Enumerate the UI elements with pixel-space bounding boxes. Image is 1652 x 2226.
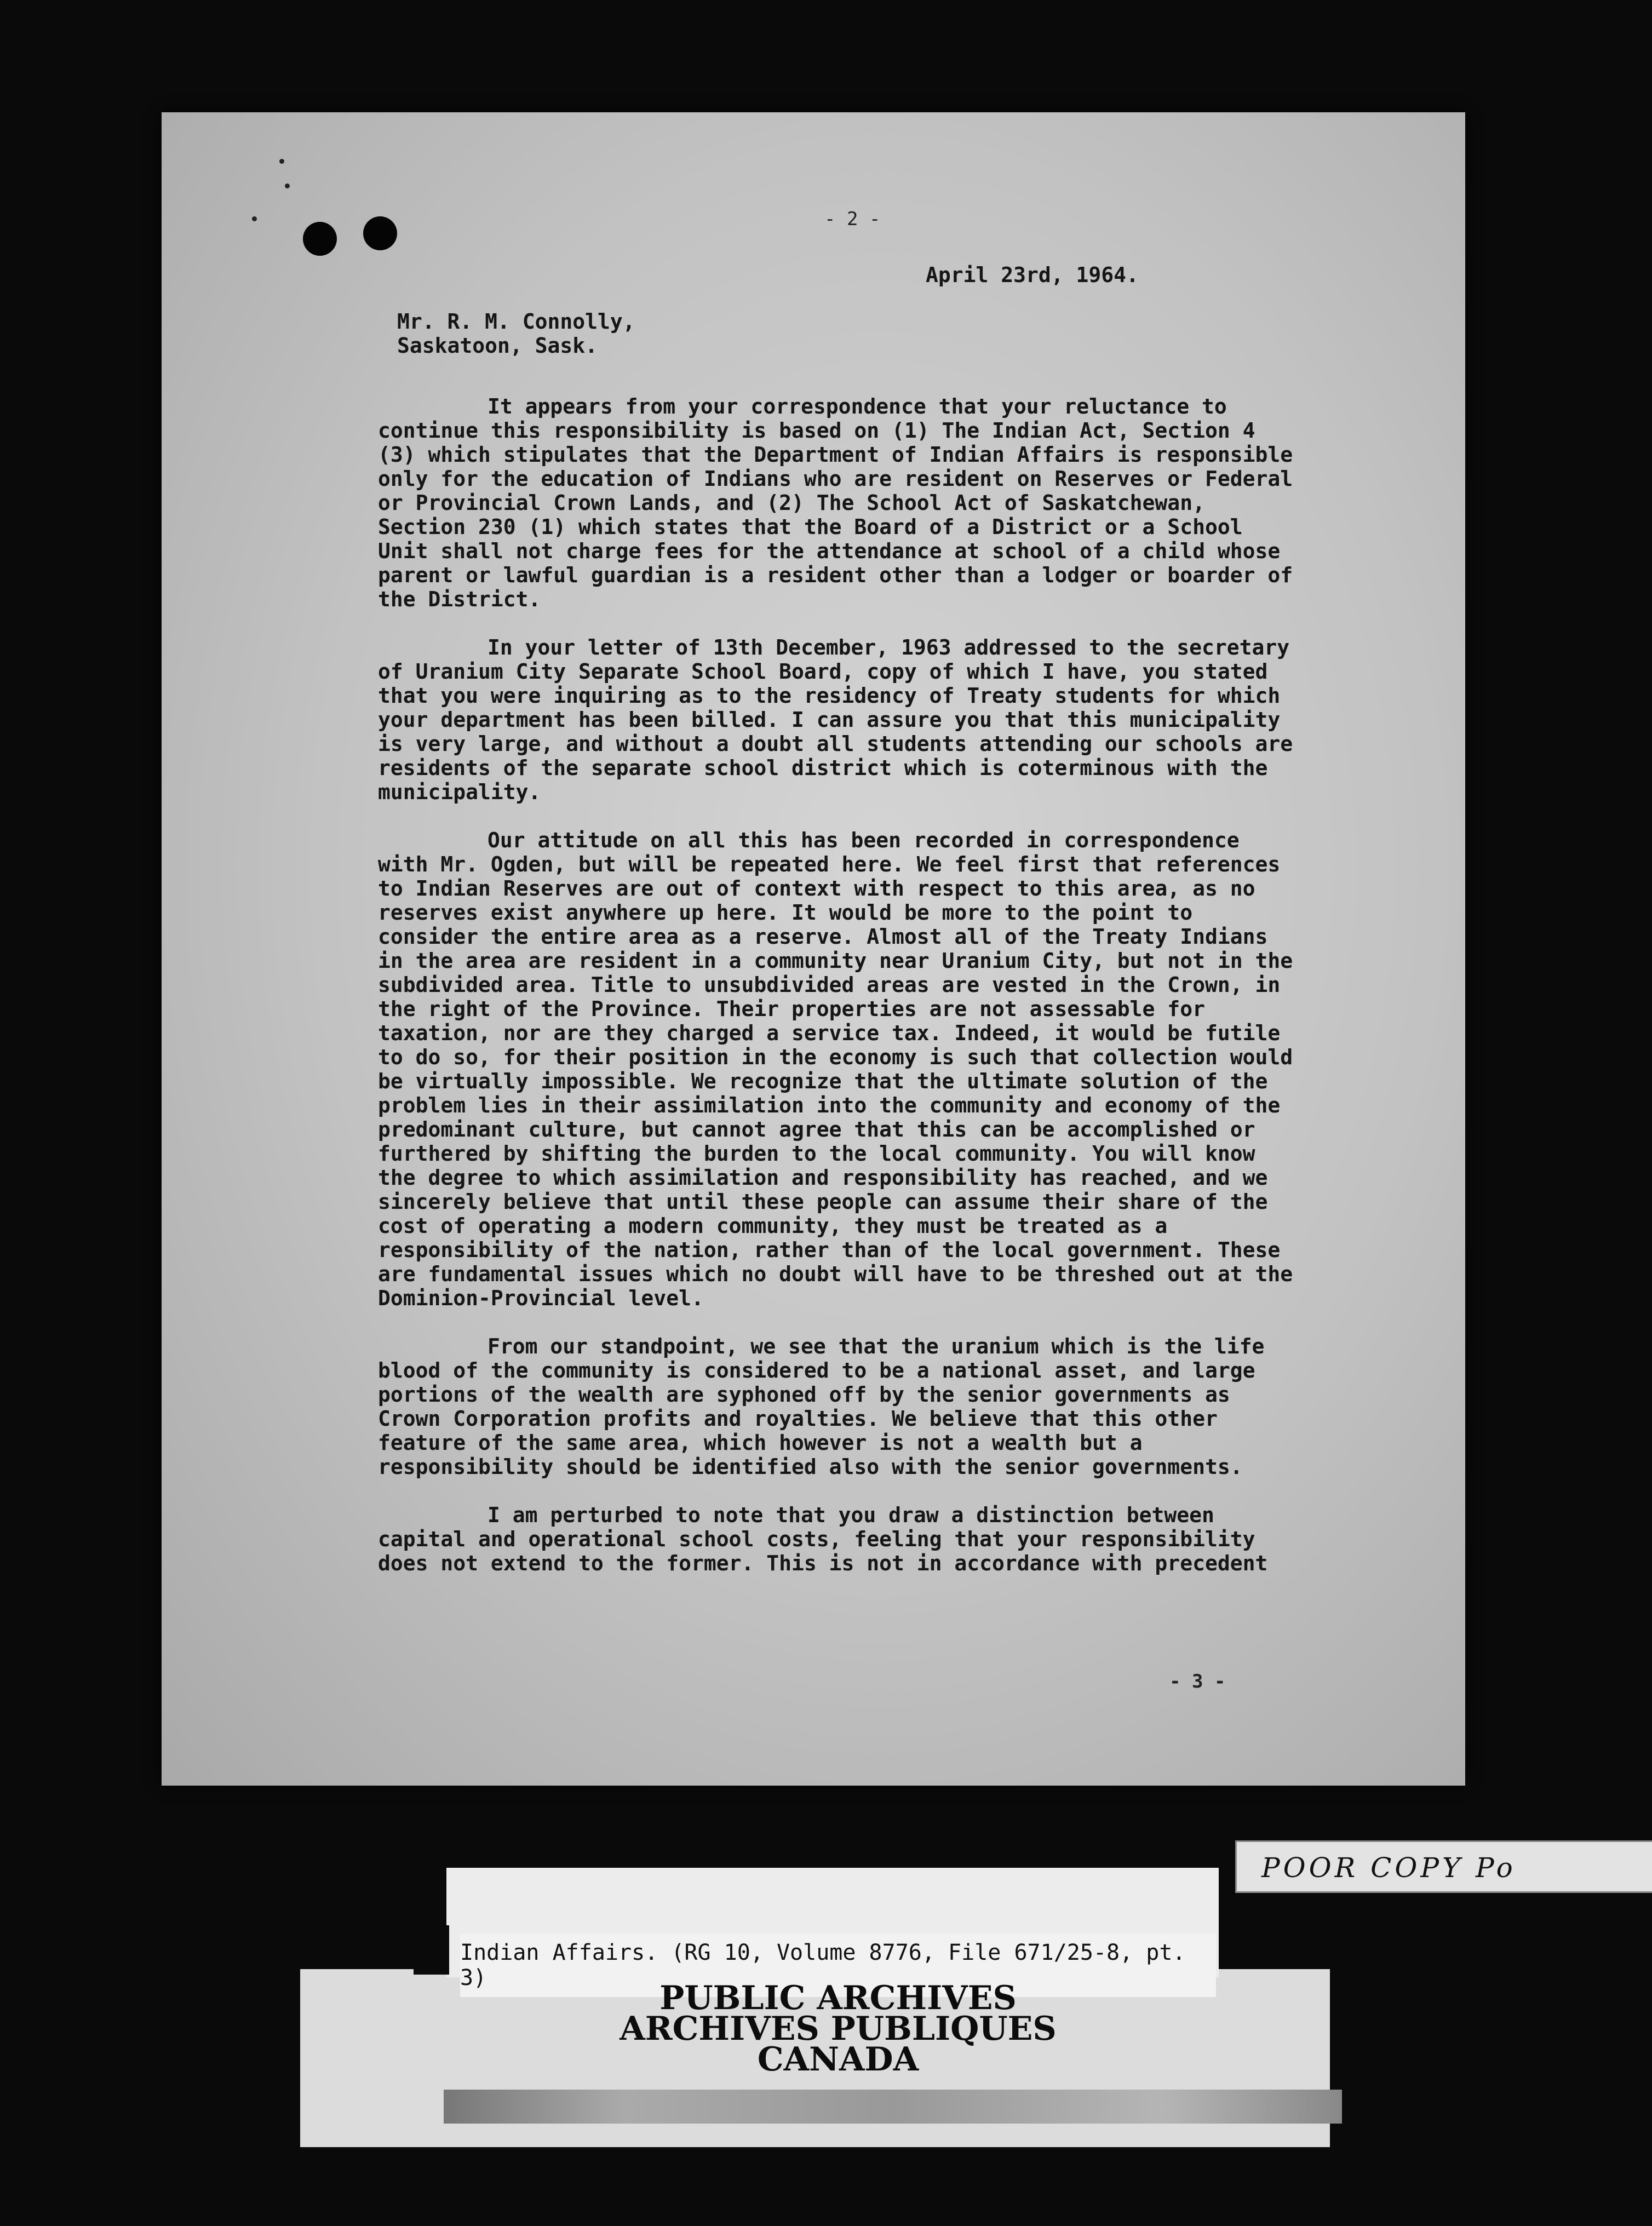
stamp-line-2: ARCHIVES PUBLIQUES xyxy=(620,2010,1057,2048)
addressee-block xyxy=(397,309,635,358)
speck xyxy=(285,183,290,188)
letter-body xyxy=(378,394,1298,1599)
speck xyxy=(252,216,257,221)
poor-copy-text: POOR COPY Po xyxy=(1261,1852,1516,1884)
film-strip-edge xyxy=(444,2090,1342,2124)
addressee-name: Mr. R. M. Connolly, xyxy=(397,309,635,334)
archive-citation: Indian Affairs. (RG 10, Volume 8776, File 671/25-8, pt. 3) xyxy=(460,1934,1216,1997)
page-number: - 2 - xyxy=(824,208,881,230)
continuation-marker: - 3 - xyxy=(1169,1671,1226,1693)
addressee-city: Saskatoon, Sask. xyxy=(397,334,598,358)
punch-hole-left xyxy=(303,222,337,256)
label-notch xyxy=(414,1925,449,1975)
stamp-line-1: PUBLIC ARCHIVES xyxy=(659,1979,1017,2017)
stamp-line-3: CANADA xyxy=(757,2040,919,2079)
paragraph: From our standpoint, we see that the uranium which is the life blood of the community is considered to be a national asset, and large portions of the wealth are syphoned off by the senior governments as Crown Corporation profits and royalties. We believe that this other feature of the same area, which however is not a wealth but a responsibility should be identified also with the senior governments. xyxy=(378,1334,1265,1479)
speck xyxy=(279,159,284,164)
paragraph: Our attitude on all this has been recorded in correspondence with Mr. Ogden, but will be repeated here. We feel first that references to Indian Reserves are out of context with respect to this area, as no reserves exist anywhere up here. It would be more to the point to consider the entire area as a reserve. Almost all of the Treaty Indians in the area are resident in a community near Uranium City, but not in the subdivided area. Title to unsubdivided areas are vested in the Crown, in the right of the Province. Their properties are not assessable for taxation, nor are they charged a service tax. Indeed, it would be futile to do so, for their position in the economy is such that collection would be virtually impossible. We recognize that the ultimate solution of the problem lies in their assimilation into the community and economy of the predominant culture, but cannot agree that this can be accomplished or furthered by shifting the burden to the local community. You will know the degree to which assimilation and responsibility has reached, and we sincerely believe that until these people can assume their share of the cost of operating a modern community, they must be treated as a responsibility of the nation, rather than of the local government. These are fundamental issues which no doubt will have to be threshed out at the Dominion-Provincial level. xyxy=(378,828,1293,1310)
paragraph: In your letter of 13th December, 1963 addressed to the secretary of Uranium City Separate School Board, copy of which I have, you stated that you were inquiring as to the residency of Treaty students for which your department has been billed. I can assure you that this municipality is very large, and without a doubt all students attending our schools are residents of the separate school district which is coterminous with the municipality. xyxy=(378,635,1293,804)
paragraph: I am perturbed to note that you draw a distinction between capital and operational school costs, feeling that your responsibility does not extend to the former. This is not in accordance with precedent xyxy=(378,1503,1268,1575)
poor-copy-note xyxy=(1235,1840,1652,1893)
letter-date: April 23rd, 1964. xyxy=(926,263,1139,287)
public-archives-stamp xyxy=(592,1979,1085,2079)
punch-hole-right xyxy=(363,216,397,250)
paragraph: It appears from your correspondence that your reluctance to continue this responsibility is based on (1) The Indian Act, Section 4 (3) which stipulates that the Department of Indian Affairs is responsible only for the education of Indians who are resident on Reserves or Federal or Provincial Crown Lands, and (2) The School Act of Saskatchewan, Section 230 (1) which states that the Board of a District or a School Unit shall not charge fees for the attendance at school of a child whose parent or lawful guardian is a resident other than a lodger or boarder of the District. xyxy=(378,394,1293,611)
